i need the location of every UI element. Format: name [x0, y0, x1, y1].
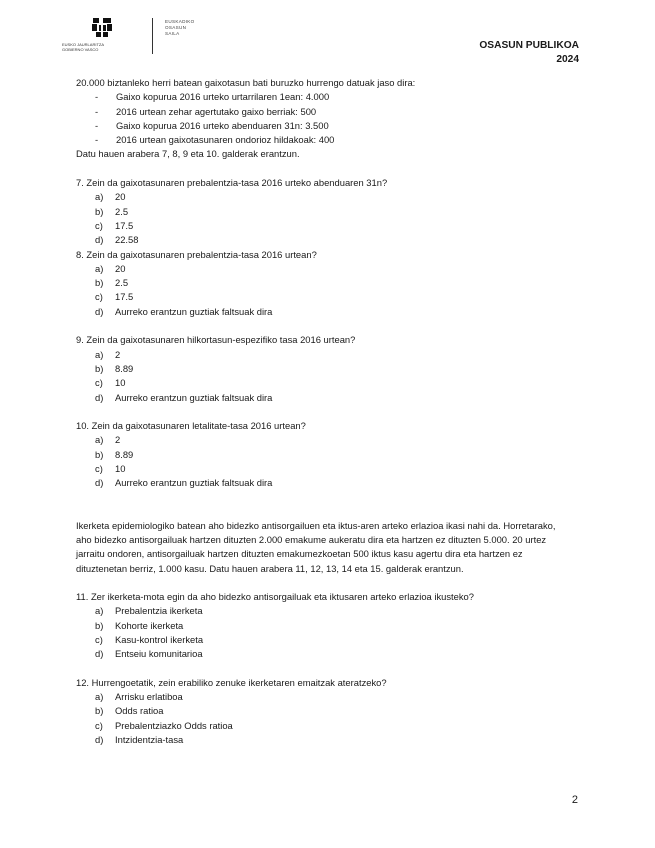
question-10: 10. Zein da gaixotasunaren letalitate-tasa 2016 urtean?: [76, 420, 306, 432]
answer-option: c) 10: [95, 463, 126, 475]
answer-option: b) Kohorte ikerketa: [95, 619, 184, 631]
answer-option: b) 8.89: [95, 362, 134, 374]
answer-option: d) Aurreko erantzun guztiak faltsuak dira: [95, 305, 273, 317]
answer-option: d) Aurreko erantzun guztiak faltsuak dira: [95, 477, 273, 489]
answer-option: b) 2.5: [95, 277, 129, 289]
answer-option: c) Kasu-kontrol ikerketa: [95, 633, 204, 645]
answer-option: c) 17.5: [95, 291, 134, 303]
answer-option: a) 2: [95, 348, 121, 360]
question-8: 8. Zein da gaixotasunaren prebalentzia-tasa 2016 urtean?: [76, 248, 317, 260]
answer-option: a) 20: [95, 191, 126, 203]
tree-emblem-icon: [90, 16, 114, 38]
bullet-item: - Gaixo kopurua 2016 urteko abenduaren 31n: 3.500: [95, 119, 329, 131]
logo-left-line: GOBIERNO VASCO: [62, 47, 99, 52]
answer-option: d) Intzidentzia-tasa: [95, 734, 184, 746]
logo-right-line: SAILA: [165, 30, 180, 36]
header-year: 2024: [556, 54, 579, 65]
answer-option: d) Entseiu komunitarioa: [95, 648, 203, 660]
logo-left-line: EUSKO JAURLARITZA: [62, 42, 105, 47]
answer-option: d) 22.58: [95, 234, 139, 246]
intro-text: 20.000 biztanleko herri batean gaixotasun bati buruzko hurrengo datuak jaso dira:: [76, 77, 416, 88]
answer-option: a) 20: [95, 262, 126, 274]
logo-text-right: [165, 19, 195, 36]
question-9: 9. Zein da gaixotasunaren hilkortasun-espezifiko tasa 2016 urtean?: [76, 334, 356, 346]
logo-right-line: OSASUN: [165, 24, 187, 30]
study-description: Ikerketa epidemiologiko batean aho bidezko antisorgailuen eta iktus-aren arteko erlazioa ikasi nahi da. Horretarako, aho bidezko antisorgailuak hartzen dituzten 2.000 emakume aukeratu dira eta hartzen ez dituzten 5.000. 20 urtez jarraitu ondoren, antisorgailuak hartzen dituzten emakumezkoetan 500 iktus kasu agertu dira eta hartzen ez dituztenetan berriz, 1.000 kasu. Datu hauen arabera 11, 12, 13, 14 eta 15. galderak erantzun.: [76, 519, 556, 574]
bullet-text: Gaixo kopurua 2016 urteko urtarrilaren 1ean: 4.000: [116, 91, 330, 103]
answer-option: c) 17.5: [95, 219, 134, 231]
answer-option: b) 2.5: [95, 205, 129, 217]
bullet-item: - 2016 urtean gaixotasunaren ondorioz hildakoak: 400: [95, 134, 335, 146]
answer-option: d) Aurreko erantzun guztiak faltsuak dira: [95, 391, 273, 403]
answer-option: b) 8.89: [95, 448, 134, 460]
bullet-item: - Gaixo kopurua 2016 urteko urtarrilaren 1ean: 4.000: [95, 91, 330, 103]
logo-divider: [152, 18, 153, 54]
header-title: OSASUN PUBLIKOA: [479, 40, 579, 51]
logo-right-line: EUSKADIKO: [165, 19, 195, 24]
institution-logo: [62, 16, 212, 56]
document-body: [76, 76, 576, 747]
answer-option: a) Prebalentzia ikerketa: [95, 605, 203, 617]
question-7: 7. Zein da gaixotasunaren prebalentzia-tasa 2016 urteko abenduaren 31n?: [76, 177, 388, 189]
answer-option: c) Prebalentziazko Odds ratioa: [95, 719, 233, 731]
answer-option: a) 2: [95, 434, 121, 446]
bullet-item: - 2016 urtean zehar agertutako gaixo berriak: 500: [95, 105, 317, 117]
question-12: 12. Hurrengoetatik, zein erabiliko zenuke ikerketaren emaitzak ateratzeko?: [76, 676, 387, 688]
answer-option: a) Arrisku erlatiboa: [95, 691, 183, 703]
bullet-text: Gaixo kopurua 2016 urteko abenduaren 31n: 3.500: [116, 119, 329, 131]
answer-option: b) Odds ratioa: [95, 705, 164, 717]
logo-text-left: [62, 42, 170, 52]
answer-option: c) 10: [95, 377, 126, 389]
bullet-text: 2016 urtean zehar agertutako gaixo berriak: 500: [116, 105, 317, 117]
document-header: [479, 39, 579, 67]
question-11: 11. Zer ikerketa-mota egin da aho bidezko antisorgailuak eta iktusaren arteko erlazioa ikusteko?: [76, 591, 474, 603]
bullet-text: 2016 urtean gaixotasunaren ondorioz hildakoak: 400: [116, 134, 335, 146]
intro-instruction: Datu hauen arabera 7, 8, 9 eta 10. galderak erantzun.: [76, 148, 300, 160]
page-number: 2: [571, 794, 578, 806]
